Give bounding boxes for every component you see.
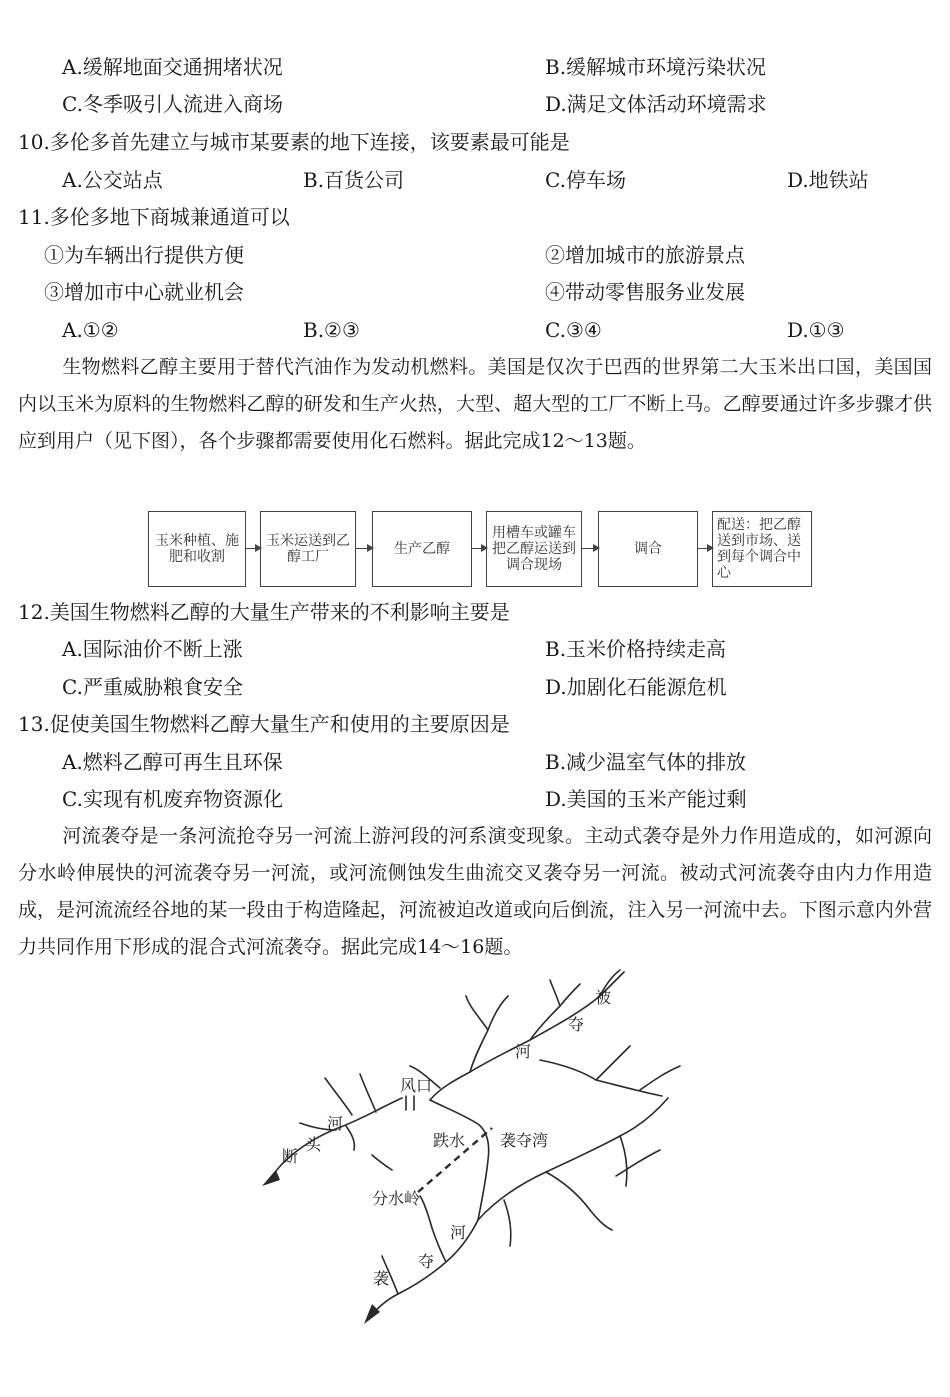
q11-statement-4: ④带动零售服务业发展 bbox=[545, 280, 745, 304]
label-fenshuiling: 分水岭 bbox=[372, 1189, 421, 1208]
q10-option-d: D.地铁站 bbox=[787, 168, 869, 192]
beheaded-river bbox=[270, 1098, 402, 1178]
q13-option-d: D.美国的玉米产能过剩 bbox=[545, 787, 747, 811]
q11-statement-3: ③增加市中心就业机会 bbox=[44, 280, 244, 304]
flow-step-5: 调合 bbox=[598, 511, 698, 587]
beheaded-river-arrow bbox=[262, 1170, 280, 1186]
flow-step-4: 用槽车或罐车把乙醇运送到调合现场 bbox=[486, 511, 582, 587]
q11-option-a: A.①② bbox=[62, 318, 119, 342]
q11-statement-2: ②增加城市的旅游景点 bbox=[545, 243, 745, 267]
q12-option-b: B.玉米价格持续走高 bbox=[545, 637, 727, 661]
q13-stem: 13.促使美国生物燃料乙醇大量生产和使用的主要原因是 bbox=[18, 712, 510, 736]
q9-option-a: A.缓解地面交通拥堵状况 bbox=[62, 55, 283, 79]
flow-step-2: 玉米运送到乙醇工厂 bbox=[260, 511, 356, 587]
passage-river-capture: 河流袭夺是一条河流抢夺另一河流上游河段的河系演变现象。主动式袭夺是外力作用造成的，如河源向分水岭伸展快的河流袭夺另一河流，或河流侧蚀发生曲流交叉袭夺另一河流。被动式河流袭夺由内力作用造成，是河流流经谷地的某一段由于构造隆起，河流被迫改道或向后倒流，注入另一河流中去。下图示意内外营力共同作用下形成的混合式河流袭夺。据此完成14～16题。 bbox=[18, 825, 932, 958]
q12-stem: 12.美国生物燃料乙醇的大量生产带来的不利影响主要是 bbox=[18, 600, 510, 624]
label-tou: 头 bbox=[305, 1135, 322, 1154]
q13-option-a: A.燃料乙醇可再生且环保 bbox=[62, 750, 283, 774]
label-fengkou: 风口 bbox=[400, 1076, 433, 1095]
label-duo-1: 夺 bbox=[568, 1015, 585, 1034]
q11-option-d: D.①③ bbox=[787, 318, 845, 342]
label-he-3: 河 bbox=[450, 1223, 467, 1242]
q11-option-c: C.③④ bbox=[545, 318, 602, 342]
label-xiduowan: 袭夺湾 bbox=[500, 1131, 549, 1150]
flow-step-3: 生产乙醇 bbox=[372, 511, 472, 587]
flow-step-6: 配送：把乙醇送到市场、送到每个调合中心 bbox=[712, 511, 812, 587]
q9-option-d: D.满足文体活动环境需求 bbox=[545, 92, 767, 116]
q11-stem: 11.多伦多地下商城兼通道可以 bbox=[18, 205, 290, 229]
label-he-1: 河 bbox=[515, 1042, 532, 1061]
label-xi: 袭 bbox=[373, 1269, 390, 1288]
q12-option-c: C.严重威胁粮食安全 bbox=[62, 675, 243, 699]
q11-statement-1: ①为车辆出行提供方便 bbox=[44, 243, 244, 267]
label-duan: 断 bbox=[282, 1147, 299, 1166]
captured-river-flow-arrow bbox=[364, 1304, 380, 1324]
q10-stem: 10.多伦多首先建立与城市某要素的地下连接，该要素最可能是 bbox=[18, 130, 570, 154]
q10-option-b: B.百货公司 bbox=[303, 168, 405, 192]
flow-step-1: 玉米种植、施肥和收割 bbox=[148, 511, 246, 587]
q9-option-b: B.缓解城市环境污染状况 bbox=[545, 55, 767, 79]
q12-option-d: D.加剧化石能源危机 bbox=[545, 675, 727, 699]
q13-option-c: C.实现有机废弃物资源化 bbox=[62, 787, 283, 811]
label-bei: 被 bbox=[595, 988, 612, 1007]
label-he-2: 河 bbox=[327, 1114, 344, 1133]
q13-option-b: B.减少温室气体的排放 bbox=[545, 750, 747, 774]
label-dieshui: 跌水 bbox=[433, 1131, 466, 1150]
q10-option-c: C.停车场 bbox=[545, 168, 626, 192]
q12-option-a: A.国际油价不断上涨 bbox=[62, 637, 243, 661]
label-duo-2: 夺 bbox=[418, 1252, 435, 1271]
passage-ethanol: 生物燃料乙醇主要用于替代汽油作为发动机燃料。美国是仅次于巴西的世界第二大玉米出口国，美国国内以玉米为原料的生物燃料乙醇的研发和生产火热，大型、超大型的工厂不断上马。乙醇要通过许多步骤才供应到用户（见下图），各个步骤都需要使用化石燃料。据此完成12～13题。 bbox=[18, 356, 932, 452]
q9-option-c: C.冬季吸引人流进入商场 bbox=[62, 92, 283, 116]
q11-option-b: B.②③ bbox=[303, 318, 360, 342]
q10-option-a: A.公交站点 bbox=[62, 168, 163, 192]
